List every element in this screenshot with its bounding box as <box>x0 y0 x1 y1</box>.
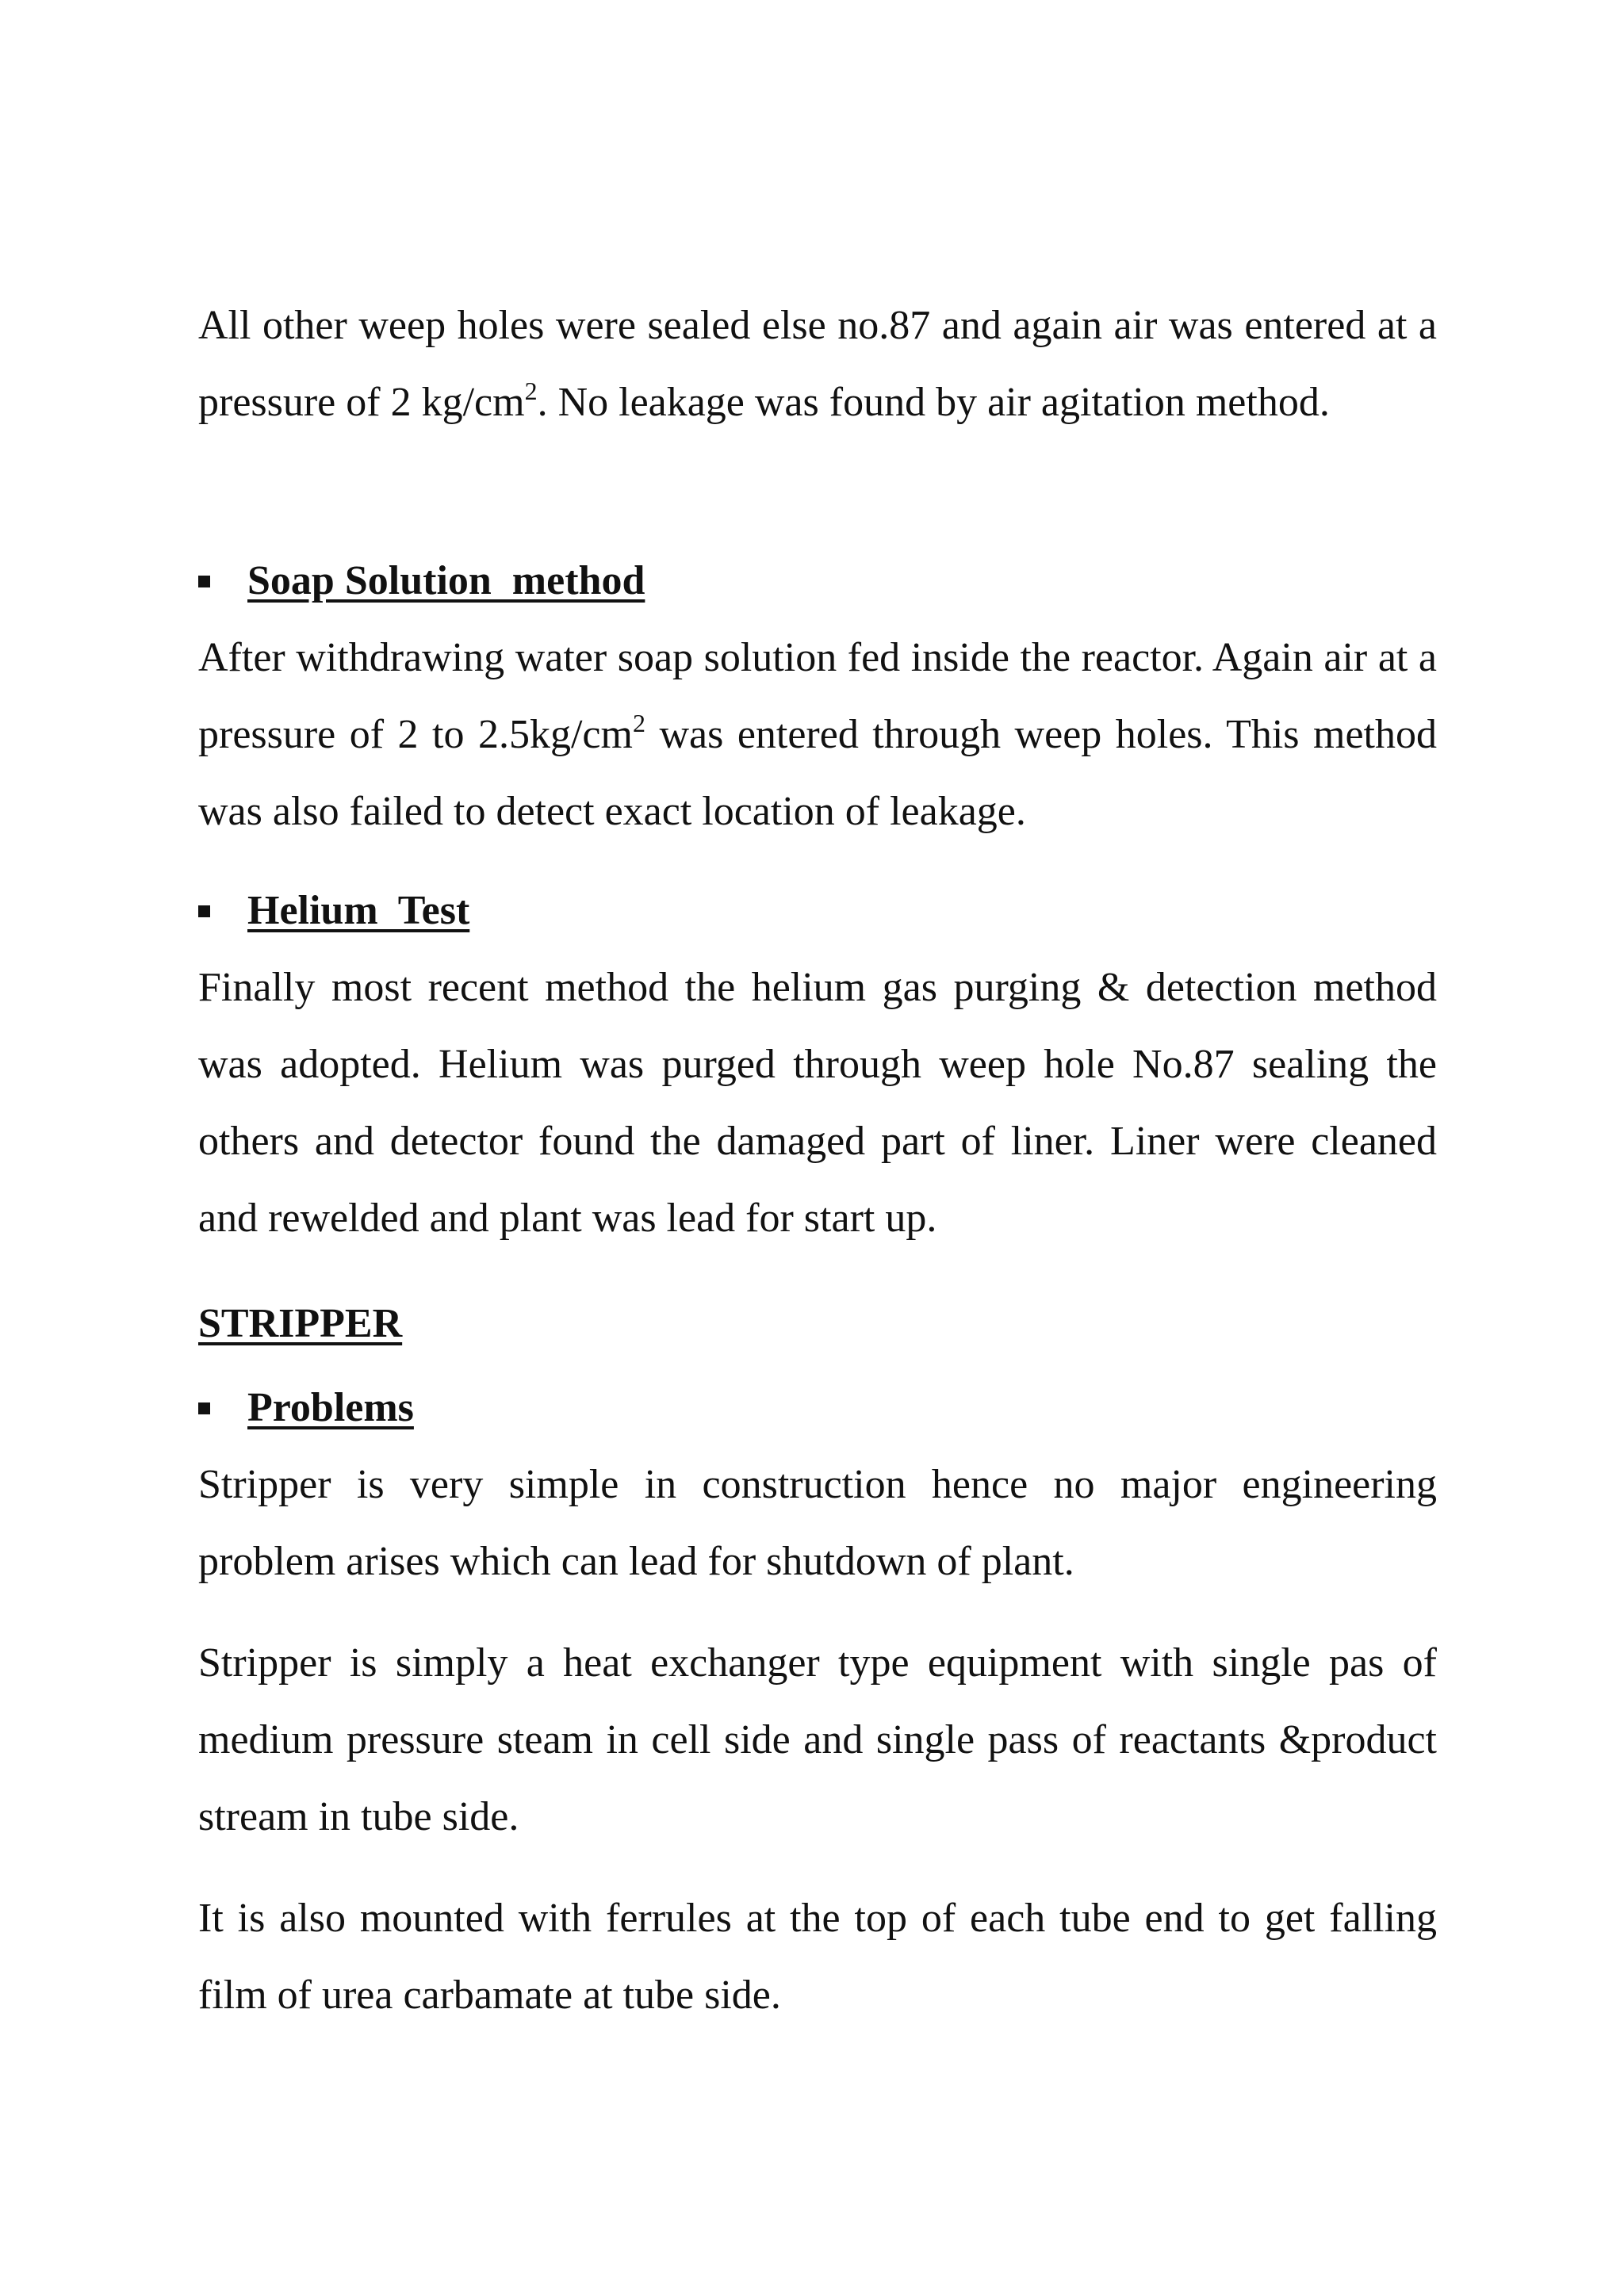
soap-text-part2: was entered through weep holes. This method was also failed to detect exact location of leakage. <box>198 712 1437 834</box>
soap-solution-paragraph <box>198 619 1437 850</box>
intro-text-part2: . No leakage was found by air agitation method. <box>537 380 1330 425</box>
helium-test-heading-text: Helium Test <box>247 888 470 933</box>
intro-text-part1: All other weep holes were sealed else no.87 and again air was entered at a pressure of 2 kg/cm <box>198 303 1437 425</box>
stripper-paragraph-3: It is also mounted with ferrules at the top of each tube end to get falling film of urea carbamate at tube side. <box>198 1896 1437 2018</box>
helium-test-paragraph: Finally most recent method the helium gas purging & detection method was adopted. Helium was purged through weep hole No.87 sealing the others and detector found the damaged part of liner. Liner were cleaned and rewelded and plant was lead for start up. <box>198 965 1437 1241</box>
bullet-square-icon <box>198 576 210 587</box>
bullet-square-icon <box>198 905 210 917</box>
soap-superscript: 2 <box>632 709 645 737</box>
intro-superscript: 2 <box>524 377 538 405</box>
soap-solution-heading-text: Soap Solution method <box>247 558 645 603</box>
problems-heading <box>198 1383 414 1433</box>
stripper-paragraph-2: Stripper is simply a heat exchanger type equipment with single pas of medium pressure steam in cell side and single pass of reactants &product stream in tube side. <box>198 1640 1437 1839</box>
stripper-heading: STRIPPER <box>198 1301 403 1346</box>
soap-solution-heading <box>198 556 645 607</box>
soap-text-part1: After withdrawing water soap solution fed inside the reactor. Again air at a pressure of 2 to 2.5kg/cm <box>198 635 1437 757</box>
intro-paragraph <box>198 287 1437 441</box>
stripper-paragraph-1: Stripper is very simple in construction hence no major engineering problem arises which can lead for shutdown of plant. <box>198 1462 1437 1584</box>
helium-test-heading <box>198 886 469 936</box>
bullet-square-icon <box>198 1402 210 1414</box>
problems-heading-text: Problems <box>247 1385 414 1430</box>
